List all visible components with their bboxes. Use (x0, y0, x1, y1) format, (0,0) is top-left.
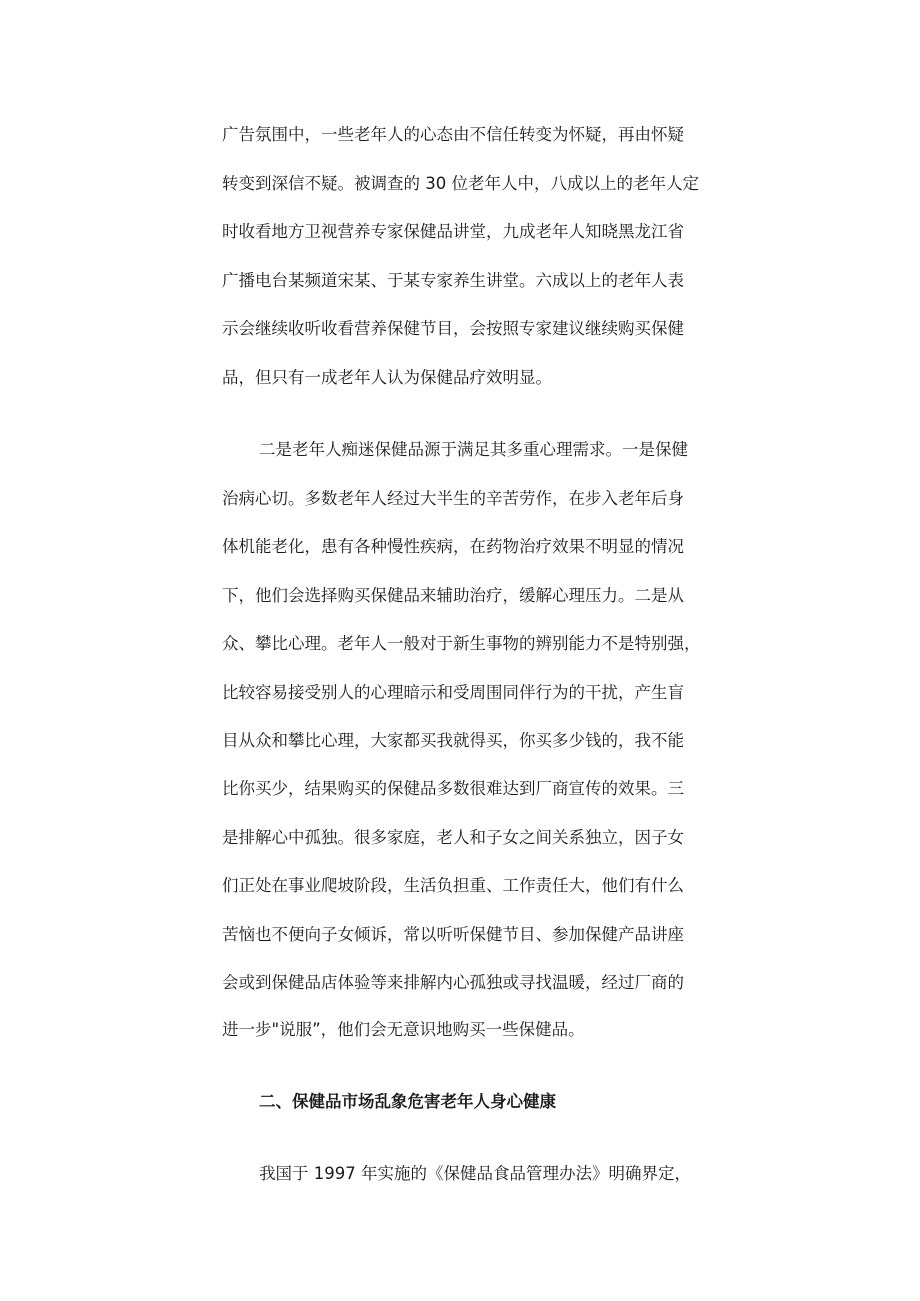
paragraph-2-line-12: 会或到保健品店体验等来排解内心孤独或寻找温暖，经过厂商的 (222, 973, 684, 992)
paragraph-1-line-6: 品，但只有一成老年人认为保健品疗效明显。 (222, 368, 552, 387)
paragraph-2-line-2: 治病心切。多数老年人经过大半生的辛苦劳作，在步入老年后身 (222, 489, 684, 508)
paragraph-2-line-3: 体机能老化，患有各种慢性疾病，在药物治疗效果不明显的情况 (222, 537, 684, 556)
paragraph-2-line-8: 比你买少，结果购买的保健品多数很难达到厂商宣传的效果。三 (222, 779, 684, 798)
section-heading: 二、保健品市场乱象危害老年人身心健康 (259, 1092, 556, 1111)
paragraph-1-line-4: 广播电台某频道宋某、于某专家养生讲堂。六成以上的老年人表 (222, 271, 684, 290)
paragraph-1-line-3: 时收看地方卫视营养专家保健品讲堂，九成老年人知晓黑龙江省 (222, 222, 684, 241)
paragraph-2-line-11: 苦恼也不便向子女倾诉，常以听听保健节目、参加保健产品讲座 (222, 925, 684, 944)
paragraph-2-line-1: 二是老年人痴迷保健品源于满足其多重心理需求。一是保健 (259, 440, 688, 459)
paragraph-1-line-1: 广告氛围中，一些老年人的心态由不信任转变为怀疑，再由怀疑 (222, 125, 684, 144)
paragraph-2-line-13: 进一步"说服”，他们会无意识地购买一些保健品。 (222, 1020, 585, 1039)
paragraph-2-line-10: 们正处在事业爬坡阶段，生活负担重、工作责任大，他们有什么 (222, 876, 684, 895)
paragraph-2-line-5: 众、攀比心理。老年人一般对于新生事物的辨别能力不是特别强， (222, 634, 701, 653)
paragraph-3-line-1: 我国于 1997 年实施的《保健品食品管理办法》明确界定， (259, 1164, 691, 1183)
paragraph-2-line-7: 目从众和攀比心理，大家都买我就得买，你买多少钱的，我不能 (222, 731, 684, 750)
paragraph-2-line-4: 下，他们会选择购买保健品来辅助治疗，缓解心理压力。二是从 (222, 586, 684, 605)
paragraph-2-line-6: 比较容易接受别人的心理暗示和受周围同伴行为的干扰，产生盲 (222, 683, 684, 702)
paragraph-1-line-5: 示会继续收听收看营养保健节目，会按照专家建议继续购买保健 (222, 319, 684, 338)
paragraph-2-line-9: 是排解心中孤独。很多家庭，老人和子女之间关系独立，因子女 (222, 828, 684, 847)
paragraph-1-line-2: 转变到深信不疑。被调查的 30 位老年人中，八成以上的老年人定 (222, 174, 699, 193)
